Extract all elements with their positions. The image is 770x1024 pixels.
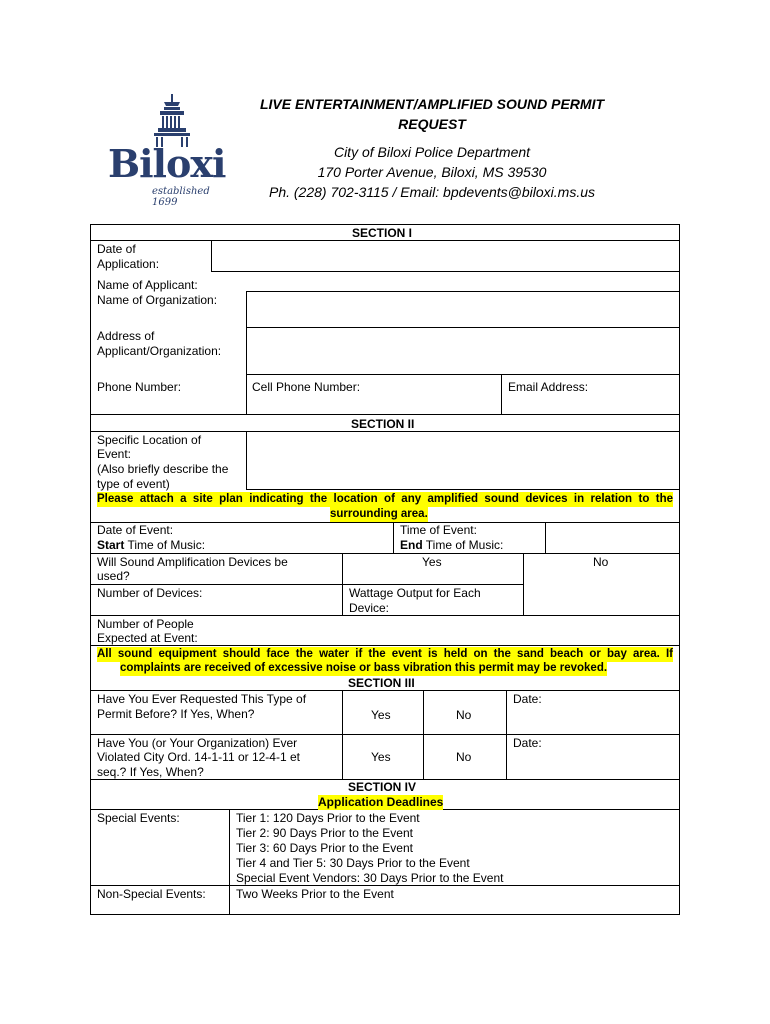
tier-deadline-item: Tier 1: 120 Days Prior to the Event <box>236 811 420 825</box>
date-of-application-field[interactable] <box>213 242 678 270</box>
email-address-label: Email Address: <box>508 380 589 394</box>
violation-date-label: Date: <box>513 736 542 750</box>
department-contact: Ph. (228) 702-3115 / Email: bpdevents@biloxi.ms.us <box>268 184 595 200</box>
start-time-label-bold: Start <box>97 538 125 552</box>
special-events-label: Special Events: <box>97 811 180 825</box>
event-location-label-4: type of event) <box>97 477 170 491</box>
date-of-application-label-1: Date of <box>97 242 136 256</box>
department-address: 170 Porter Avenue, Biloxi, MS 39530 <box>317 164 547 180</box>
cell-phone-label: Cell Phone Number: <box>252 380 361 394</box>
city-logo <box>108 92 228 208</box>
name-of-applicant-field[interactable] <box>213 273 678 290</box>
email-address-field[interactable] <box>503 376 678 413</box>
section2-heading: SECTION II <box>351 417 415 431</box>
phone-number-label: Phone Number: <box>97 380 182 394</box>
people-expected-label-1: Number of People <box>97 617 194 631</box>
logo-tagline: established 1699 <box>152 186 210 208</box>
date-of-application-label-2: Application: <box>97 257 160 271</box>
prior-request-date-field[interactable] <box>548 692 678 732</box>
time-of-event-label: Time of Event: <box>400 523 477 537</box>
violation-yes-option[interactable]: Yes <box>371 750 391 764</box>
section1-heading: SECTION I <box>352 226 413 240</box>
prior-request-question-1: Have You Ever Requested This Type of <box>97 692 307 706</box>
department-info <box>232 142 632 202</box>
start-time-label-rest: Time of Music: <box>124 538 206 552</box>
amplification-no-option[interactable]: No <box>593 555 609 569</box>
amplification-yes-option[interactable]: Yes <box>422 555 442 569</box>
logo-name: Biloxi <box>108 141 226 186</box>
event-location-label-1: Specific Location of <box>97 433 202 447</box>
start-time-label <box>97 538 205 553</box>
wattage-label-2: Device: <box>349 601 390 615</box>
address-label-2: Applicant/Organization: <box>97 344 222 358</box>
name-of-organization-label: Name of Organization: <box>97 293 218 307</box>
time-of-event-field[interactable] <box>548 524 678 552</box>
event-location-label-2: Event: <box>97 447 132 461</box>
address-label-1: Address of <box>97 329 155 343</box>
end-time-label <box>400 538 503 553</box>
violation-question-2: Violated City Ord. 14-1-11 or 12-4-1 et <box>97 750 300 764</box>
violation-no-option[interactable]: No <box>456 750 472 764</box>
prior-request-no-option[interactable]: No <box>456 708 472 722</box>
tier-deadline-item: Tier 4 and Tier 5: 30 Days Prior to the Event <box>236 856 470 870</box>
violation-date-field[interactable] <box>548 736 678 778</box>
date-of-event-label: Date of Event: <box>97 523 174 537</box>
wattage-field[interactable] <box>525 586 678 614</box>
number-of-devices-field[interactable] <box>200 586 340 614</box>
tier-deadline-item: Tier 2: 90 Days Prior to the Event <box>236 826 413 840</box>
people-expected-label-2: Expected at Event: <box>97 631 198 645</box>
prior-request-yes-option[interactable]: Yes <box>371 708 391 722</box>
form-title-line2: REQUEST <box>398 116 466 132</box>
prior-request-question-2: Permit Before? If Yes, When? <box>97 707 255 721</box>
end-time-label-rest: Time of Music: <box>422 538 504 552</box>
violation-question-1: Have You (or Your Organization) Ever <box>97 736 298 750</box>
sound-warning-1: All sound equipment should face the water if the event is held on the sand beach or bay area. If <box>97 648 673 660</box>
section4-heading: SECTION IV <box>348 780 417 794</box>
name-of-applicant-label: Name of Applicant: <box>97 278 198 292</box>
site-plan-notice-1: Please attach a site plan indicating the location of any amplified sound devices in relation to the <box>97 493 673 505</box>
people-expected-field[interactable] <box>220 617 678 644</box>
name-of-organization-field[interactable] <box>248 293 678 326</box>
amplification-label-2: used? <box>97 569 130 583</box>
violation-question-3: seq.? If Yes, When? <box>97 765 204 779</box>
non-special-deadline: Two Weeks Prior to the Event <box>236 887 394 901</box>
date-of-event-field[interactable] <box>200 524 392 538</box>
section3-heading: SECTION III <box>348 676 415 690</box>
sound-warning-2: complaints are received of excessive noise or bass vibration this permit may be revoked. <box>120 662 608 674</box>
amplification-label-1: Will Sound Amplification Devices be <box>97 555 288 569</box>
prior-request-date-label: Date: <box>513 692 542 706</box>
event-location-field[interactable] <box>248 433 678 488</box>
site-plan-notice-2: surrounding area. <box>330 508 428 520</box>
wattage-label-1: Wattage Output for Each <box>349 586 481 600</box>
event-location-label-3: (Also briefly describe the <box>97 462 229 476</box>
address-field[interactable] <box>248 329 678 373</box>
form-title-line1: LIVE ENTERTAINMENT/AMPLIFIED SOUND PERMIT <box>259 96 605 112</box>
form-title <box>232 94 632 134</box>
non-special-events-label: Non-Special Events: <box>97 887 206 901</box>
tier-deadline-item: Special Event Vendors: 30 Days Prior to the Event <box>236 871 504 885</box>
tier-deadline-item: Tier 3: 60 Days Prior to the Event <box>236 841 413 855</box>
deadlines-subheading: Application Deadlines <box>318 795 444 809</box>
end-time-label-bold: End <box>400 538 423 552</box>
department-name: City of Biloxi Police Department <box>333 144 531 160</box>
cell-phone-field[interactable] <box>248 376 500 413</box>
number-of-devices-label: Number of Devices: <box>97 586 203 600</box>
